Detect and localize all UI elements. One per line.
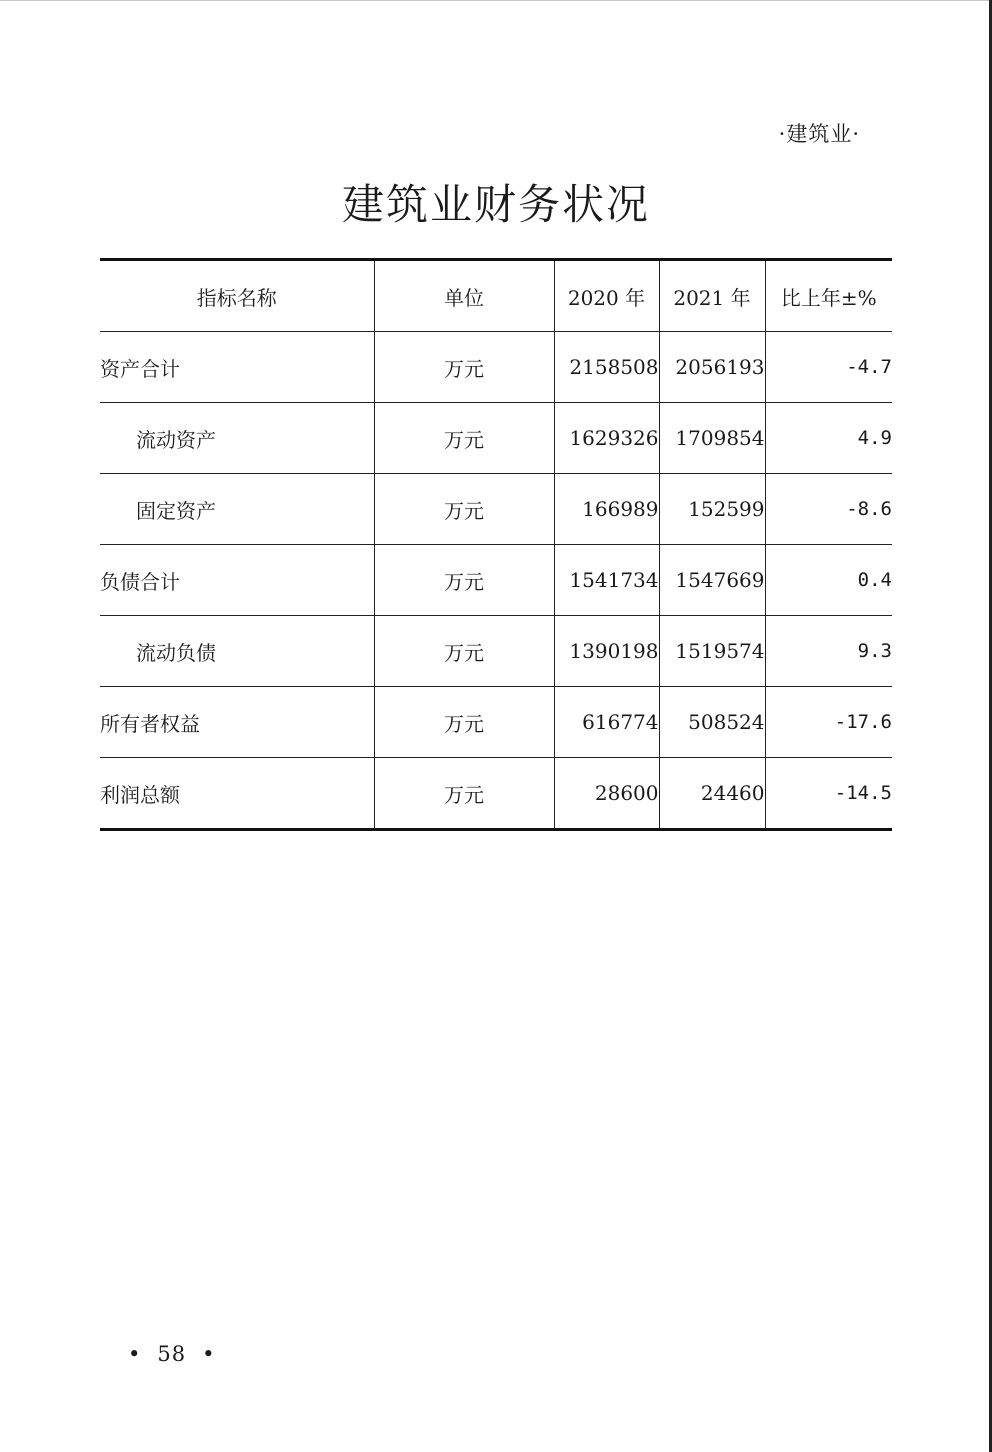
running-header: ·建筑业·: [778, 122, 860, 146]
row-indicator-name: 资产合计: [100, 332, 374, 403]
page-title: 建筑业财务状况: [341, 180, 650, 229]
row-value-2021: 1519574: [659, 616, 765, 687]
table-body: [100, 332, 892, 830]
page-number: [112, 1342, 232, 1366]
table-row: [100, 687, 892, 758]
row-indicator-name: 流动资产: [100, 403, 374, 474]
table-row: [100, 403, 892, 474]
table-row: [100, 545, 892, 616]
table-row: [100, 758, 892, 830]
row-change-percent: -17.6: [765, 687, 892, 758]
row-indicator-name: 利润总额: [100, 758, 374, 830]
row-value-2021: 1547669: [659, 545, 765, 616]
row-change-percent: 9.3: [765, 616, 892, 687]
row-unit: 万元: [374, 758, 554, 830]
row-unit: 万元: [374, 616, 554, 687]
column-header-change: 比上年±%: [765, 260, 892, 332]
column-header-indicator: 指标名称: [100, 260, 374, 332]
table-row: [100, 474, 892, 545]
page-number-value: 58: [157, 1342, 187, 1366]
row-change-percent: -14.5: [765, 758, 892, 830]
row-change-percent: 4.9: [765, 403, 892, 474]
row-value-2021: 2056193: [659, 332, 765, 403]
row-value-2020: 166989: [554, 474, 659, 545]
page-number-left-dot: •: [128, 1342, 142, 1366]
column-header-2020: 2020 年: [554, 260, 659, 332]
row-change-percent: -4.7: [765, 332, 892, 403]
row-unit: 万元: [374, 545, 554, 616]
financial-table: [100, 258, 892, 831]
row-value-2020: 616774: [554, 687, 659, 758]
row-indicator-name: 所有者权益: [100, 687, 374, 758]
row-unit: 万元: [374, 474, 554, 545]
table-header-row: [100, 260, 892, 332]
row-change-percent: 0.4: [765, 545, 892, 616]
row-value-2020: 1629326: [554, 403, 659, 474]
page-number-right-dot: •: [202, 1342, 216, 1366]
row-value-2021: 508524: [659, 687, 765, 758]
row-unit: 万元: [374, 332, 554, 403]
row-value-2021: 24460: [659, 758, 765, 830]
row-change-percent: -8.6: [765, 474, 892, 545]
table-row: [100, 332, 892, 403]
row-unit: 万元: [374, 403, 554, 474]
row-value-2020: 1541734: [554, 545, 659, 616]
page-top-border: [0, 0, 992, 1]
row-indicator-name: 负债合计: [100, 545, 374, 616]
column-header-2021: 2021 年: [659, 260, 765, 332]
row-unit: 万元: [374, 687, 554, 758]
row-value-2020: 28600: [554, 758, 659, 830]
row-value-2021: 152599: [659, 474, 765, 545]
column-header-unit: 单位: [374, 260, 554, 332]
table-row: [100, 616, 892, 687]
row-indicator-name: 固定资产: [100, 474, 374, 545]
row-value-2020: 1390198: [554, 616, 659, 687]
row-indicator-name: 流动负债: [100, 616, 374, 687]
row-value-2020: 2158508: [554, 332, 659, 403]
row-value-2021: 1709854: [659, 403, 765, 474]
